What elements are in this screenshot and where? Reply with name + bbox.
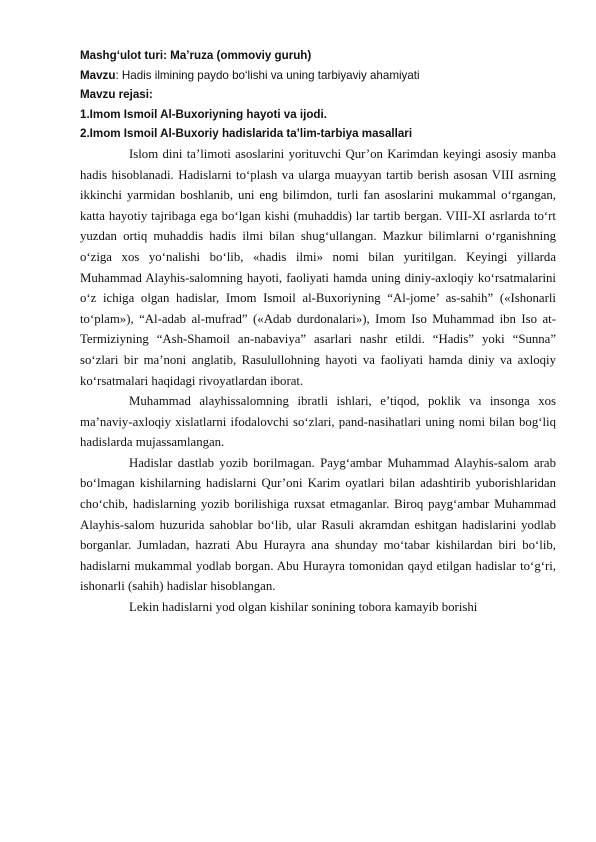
plan-item-2-text: 2.Imom Ismoil Al-Buxoriy hadislarida ta’lim-tarbiya masallari bbox=[80, 127, 413, 141]
topic-value: : Hadis ilmining paydo bo‘lishi va uning tarbiyaviy ahamiyati bbox=[115, 68, 420, 82]
plan-item bbox=[80, 105, 556, 125]
plan-item-1-text: 1.Imom Ismoil Al-Buxoriyning hayoti va ijodi. bbox=[80, 107, 327, 121]
paragraph: Islom dini ta’limoti asoslarini yorituvchi Qur’on Karimdan keyingi asosiy manba hadis hisoblanadi. Hadislarni to‘plash va ularga muayyan tartib berish asosan VIII asrning ikkinchi yarmidan boshlanib, uni eng bilimdon, turli fan asoslarini mukammal o‘rgangan, katta hayotiy tajribaga ega bo‘lgan kishi (muhaddis) lar tartib bergan. VIII-XI asrlarda to‘rt yuzdan ortiq muhaddis hadis ilmi bilan shug‘ullangan. Mazkur bilimlarni o‘rganishning o‘ziga xos yo‘nalishi bo‘lib, «hadis ilmi» nomi bilan yuritilgan. Keyingi yillarda Muhammad Alayhis-salomning hayoti, faoliyati hamda uning diniy-axloqiy ko‘rsatmalarini o‘z ichiga olgan hadislar, Imom Ismoil al-Buxoriyning “Al-jome’ as-sahih” («Ishonarli to‘plam»), “Al-adab al-mufrad” («Adab durdonalari»), Imom Iso Muhammad ibn Iso at-Termiziyning “Ash-Shamoil an-nabaviya” asarlari nashr etildi. “Hadis” yoki “Sunna” so‘zlari bir ma’noni anglatib, Rasulullohning hayoti va faoliyati hamda diniy va axloqiy ko‘rsatmalari haqidagi rivoyatlardan iborat. bbox=[80, 146, 556, 388]
paragraph: Lekin hadislarni yod olgan kishilar sonining tobora kamayib borishi bbox=[129, 600, 478, 615]
paragraph: Muhammad alayhissalomning ibratli ishlari, e’tiqod, poklik va insonga xos ma’naviy-axloqiy xislatlarni ifodalovchi so‘zlari, pand-nasihatlari uning nomi bilan bog‘liq hadislarda mujassamlangan. bbox=[80, 394, 556, 450]
lesson-type-value: Ma’ruza (ommoviy guruh) bbox=[166, 49, 312, 62]
document-page bbox=[80, 46, 556, 618]
topic-label: Mavzu bbox=[80, 68, 116, 82]
plan-item bbox=[80, 124, 556, 144]
plan-label-line bbox=[80, 85, 556, 105]
lesson-type-line bbox=[80, 46, 556, 66]
lesson-type-label: Mashg‘ulot turi: bbox=[80, 49, 167, 62]
topic-line bbox=[80, 66, 556, 86]
plan-label: Mavzu rejasi: bbox=[80, 88, 153, 102]
paragraph: Hadislar dastlab yozib borilmagan. Payg‘ambar Muhammad Alayhis-salom arab bo‘lmagan kishilarning hadislarni Qur’oni Karim oyatlari bilan adashtirib yuborishlaridan cho‘chib, hadislarning yozib borilishiga ruxsat etmaganlar. Biroq payg‘ambar Muhammad Alayhis-salom huzurida sahoblar bo‘lib, ular Rasuli akramdan eshitgan hadislarini yodlab borganlar. Jumladan, hazrati Abu Hurayra ana shunday mo‘tabar kishilardan biri bo‘lib, hadislarni mukammal yodlab borgan. Abu Hurayra tomonidan qayd etilgan hadislar to‘g‘ri, ishonarli (sahih) hadislar hisoblangan. bbox=[80, 455, 556, 594]
